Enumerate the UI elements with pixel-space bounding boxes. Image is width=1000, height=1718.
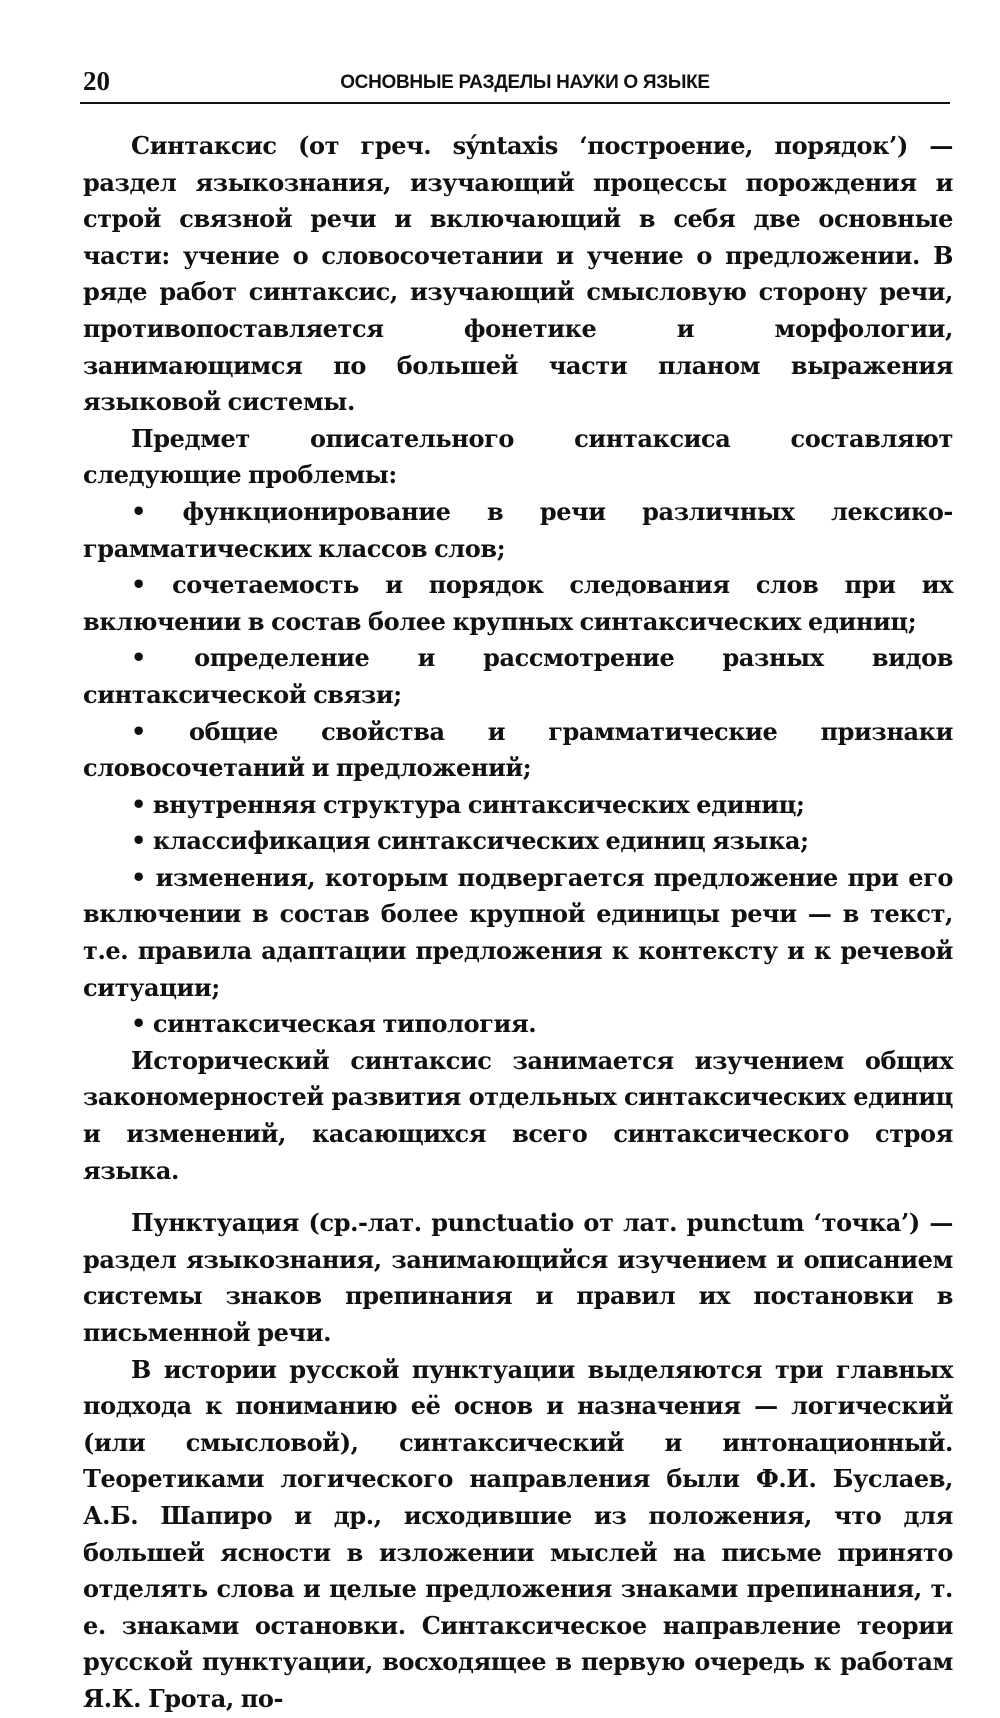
- page-number: 20: [83, 66, 110, 96]
- term-syntactic: Синтаксическое: [421, 1610, 647, 1640]
- list-item: • внутренняя структура синтаксических единиц;: [131, 789, 805, 819]
- term-historical: Исторический: [131, 1045, 330, 1075]
- descriptive-suffix: синтаксиса составляют следующие проблемы:: [83, 423, 953, 490]
- descriptive-paragraph: [83, 421, 953, 494]
- list-item: • сочетаемость и порядок следования слов при их включении в состав более крупных синтаксических единиц;: [83, 570, 953, 636]
- historical-paragraph: [83, 1043, 953, 1189]
- list-item: • определение и рассмотрение разных видов синтаксической связи;: [83, 643, 953, 709]
- term-descriptive: описательного: [310, 423, 514, 453]
- page-header: [80, 62, 950, 104]
- list-item: • синтаксическая типология.: [131, 1009, 537, 1039]
- running-head: ОСНОВНЫЕ РАЗДЕЛЫ НАУКИ О ЯЗЫКЕ: [340, 72, 710, 93]
- page-body: [83, 128, 953, 1718]
- punctuation-paragraph: [83, 1205, 953, 1351]
- list-item: • функционирование в речи различных лексико-грамматических классов слов;: [83, 496, 953, 563]
- punctuation-definition: (ср.-лат. punctuatio от лат. punctum ‘точка’) — раздел языкознания, занимающийся изучением и описанием системы знаков препинания и правил их постановки в письменной речи.: [83, 1208, 953, 1347]
- list-item: • изменения, которым подвергается предложение при его включении в состав более крупной единицы речи — в текст, т.е. правила адаптации предложения к контексту и к речевой ситуации;: [83, 862, 953, 1002]
- historical-definition: синтаксис занимается изучением общих закономерностей развития отдельных синтаксических единиц и изменений, касающихся всего синтаксического строя языка.: [83, 1045, 953, 1185]
- history-text-1: В истории русской пунктуации выделяются три главных подхода к пониманию её основ и назначения — логический (или смысловой), синтаксический и интонационный. Теоретиками: [83, 1354, 953, 1494]
- descriptive-prefix: Предмет: [131, 423, 311, 453]
- list-item: • общие свойства и грамматические признаки словосочетаний и предложений;: [83, 716, 953, 783]
- punctuation-history-paragraph: [83, 1352, 953, 1718]
- history-text-3: направление теории русской пунктуации, восходящее в первую очередь к работам Я.К. Грота, по-: [83, 1610, 953, 1713]
- term-syntax: Синтаксис: [131, 131, 277, 160]
- term-punctuation: Пунктуация: [131, 1208, 299, 1238]
- term-logical: логического: [280, 1464, 453, 1494]
- syntax-definition: (от греч. sýntaxis ‘построение, порядок’) — раздел языкознания, изучающий процессы порождения и строй связной речи и включающий в себя две основные части: учение о словосочетании и учение о предложении. В ряде работ синтаксис, изучающий смысловую сторону речи, противопоставляется фонетике и морфологии, занимающимся по большей части планом выражения языковой системы.: [83, 131, 953, 417]
- syntax-paragraph: [83, 128, 953, 421]
- history-text-2: направления были Ф.И. Буслаев, А.Б. Шапиро и др., исходившие из положения, что для большей ясности в изложении мыслей на письме принято отделять слова и целые предложения знаками препинания, т. е. знаками остановки.: [83, 1464, 953, 1640]
- list-item: • классификация синтаксических единиц языка;: [131, 826, 809, 856]
